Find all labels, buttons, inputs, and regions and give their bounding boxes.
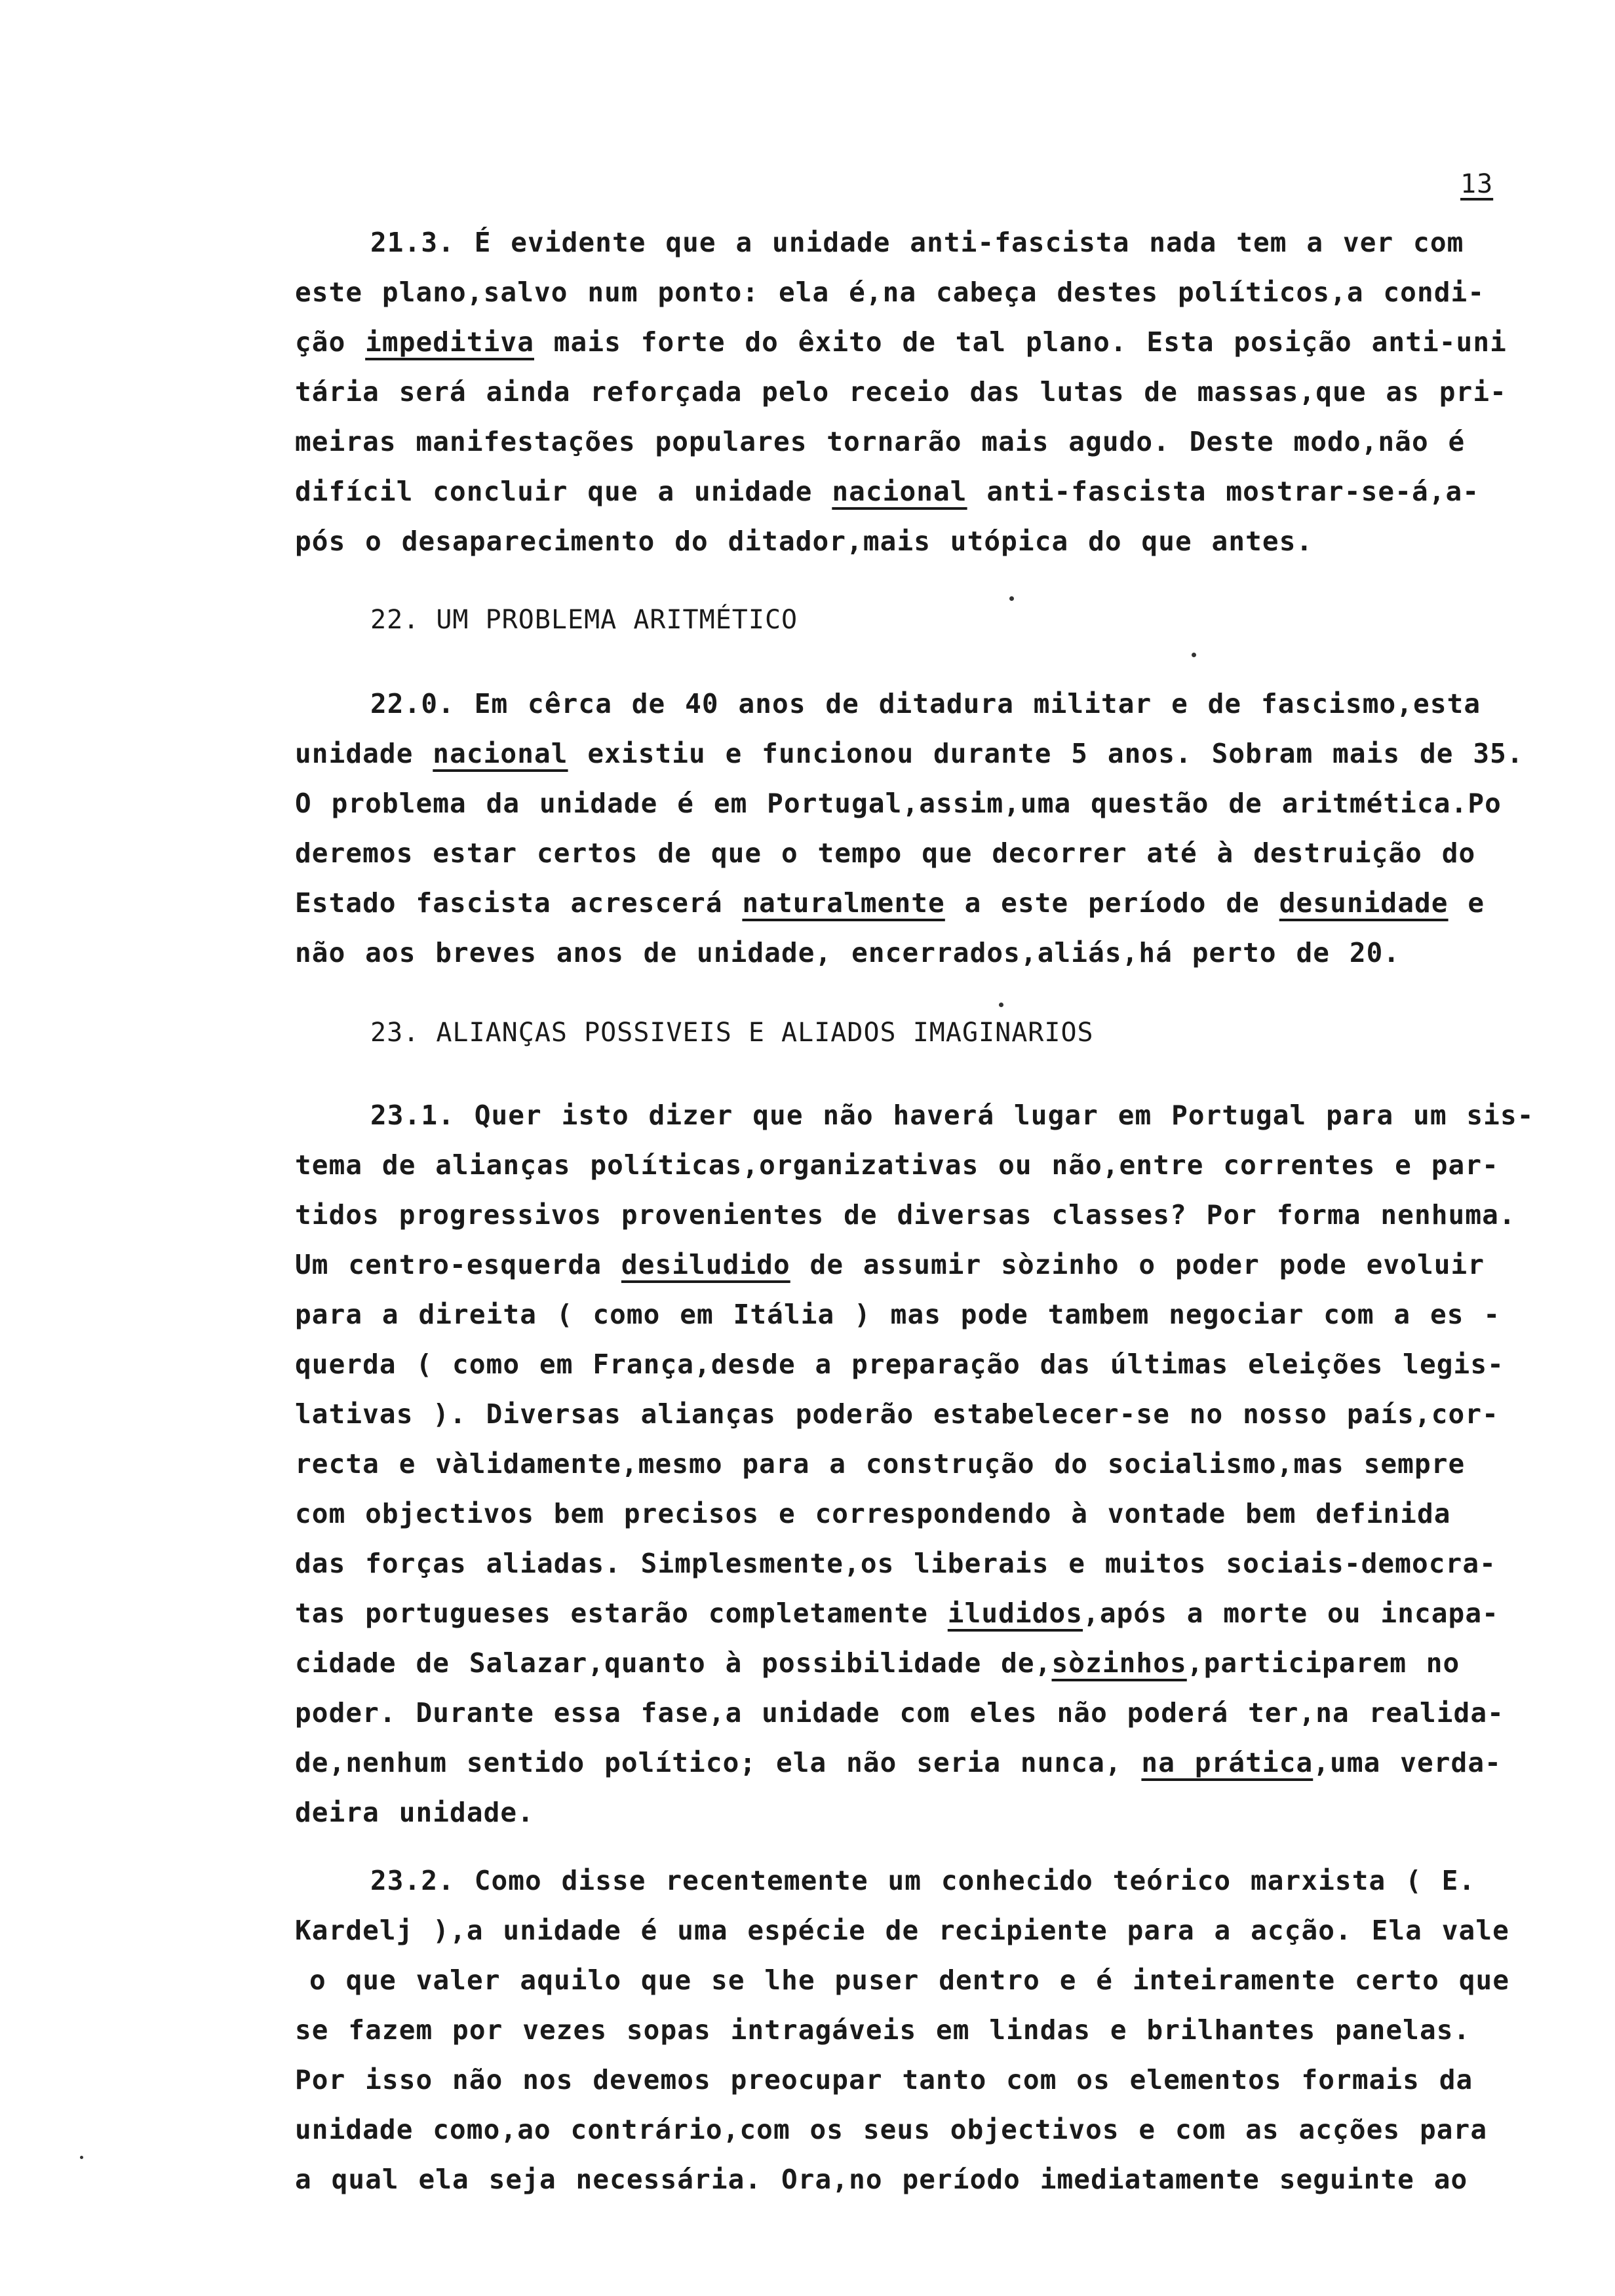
- text-segment: anti-fascista mostrar-se-á,a-: [967, 476, 1480, 507]
- text-segment: Um centro-esquerda: [295, 1249, 621, 1280]
- text-line: querda ( como em França,desde a preparação das últimas eleições legis-: [295, 1349, 1504, 1380]
- text-segment: mais forte do êxito de tal plano. Esta posição anti-uni: [534, 326, 1507, 358]
- underlined-word: iludidos: [947, 1598, 1083, 1629]
- underlined-word: nacional: [832, 476, 967, 507]
- text-line: [295, 1240, 1534, 1290]
- underlined-word: na prática: [1141, 1747, 1313, 1778]
- text-line: das forças aliadas. Simplesmente,os liberais e muitos sociais-democra-: [295, 1548, 1496, 1579]
- text-segment: cidade de Salazar,quanto à possibilidade de,: [295, 1647, 1052, 1679]
- text-line: unidade como,ao contrário,com os seus objectivos e com as acções para: [295, 2114, 1488, 2145]
- text-segment: ção: [295, 326, 366, 358]
- scan-speck: [1009, 596, 1014, 601]
- text-line: 23.2. Como disse recentemente um conhecido teórico marxista ( E.: [370, 1865, 1476, 1896]
- text-segment: ,uma verda-: [1313, 1747, 1502, 1778]
- text-line: poder. Durante essa fase,a unidade com eles não poderá ter,na realida-: [295, 1697, 1504, 1729]
- text-segment: ,participarem no: [1186, 1647, 1460, 1679]
- text-segment: ,após a morte ou incapa-: [1083, 1598, 1499, 1629]
- text-line: a qual ela seja necessária. Ora,no período imediatamente seguinte ao: [295, 2164, 1468, 2195]
- text-line: [295, 317, 1534, 367]
- text-line: Por isso não nos devemos preocupar tanto com os elementos formais da: [295, 2064, 1473, 2095]
- scan-speck: [999, 1003, 1003, 1007]
- paragraph-22-0: [295, 679, 1534, 978]
- page-number: 13: [1460, 169, 1494, 199]
- paragraph-21-3: [295, 218, 1534, 566]
- text-line: lativas ). Diversas alianças poderão estabelecer-se no nosso país,cor-: [295, 1398, 1499, 1430]
- text-segment: a este período de: [944, 887, 1279, 919]
- underlined-word: sòzinhos: [1051, 1647, 1187, 1679]
- underlined-word: naturalmente: [742, 887, 945, 919]
- text-segment: existiu e funcionou durante 5 anos. Sobram mais de 35.: [568, 738, 1524, 769]
- text-line: recta e vàlidamente,mesmo para a construção do socialismo,mas sempre: [295, 1448, 1466, 1480]
- text-line: para a direita ( como em Itália ) mas pode tambem negociar com a es -: [295, 1299, 1501, 1330]
- text-line: Kardelj ),a unidade é uma espécie de recipiente para a acção. Ela vale: [295, 1915, 1509, 1946]
- underlined-word: desunidade: [1279, 887, 1449, 919]
- text-line: [295, 1738, 1534, 1788]
- underlined-word: nacional: [433, 738, 568, 769]
- text-line: deira unidade.: [295, 1797, 534, 1828]
- text-line: 23.1. Quer isto dizer que não haverá lugar em Portugal para um sis-: [370, 1100, 1534, 1131]
- text-line: [295, 1638, 1534, 1688]
- text-line: tidos progressivos provenientes de diversas classes? Por forma nenhuma.: [295, 1199, 1516, 1231]
- text-line: este plano,salvo num ponto: ela é,na cabeça destes políticos,a condi-: [295, 277, 1485, 308]
- text-segment: de,nenhum sentido político; ela não seria nunca,: [295, 1747, 1142, 1778]
- text-segment: tas portugueses estarão completamente: [295, 1598, 948, 1629]
- text-segment: e: [1448, 887, 1485, 919]
- text-line: meiras manifestações populares tornarão mais agudo. Deste modo,não é: [295, 426, 1466, 457]
- scan-speck: [1192, 653, 1196, 657]
- text-line: 22.0. Em cêrca de 40 anos de ditadura militar e de fascismo,esta: [370, 688, 1481, 719]
- text-segment: Estado fascista acrescerá: [295, 887, 743, 919]
- text-line: [295, 729, 1534, 778]
- text-line: [295, 467, 1534, 516]
- section-heading-23: 23. ALIANÇAS POSSIVEIS E ALIADOS IMAGINARIOS: [370, 1018, 1094, 1048]
- text-line: tema de alianças políticas,organizativas ou não,entre correntes e par-: [295, 1149, 1499, 1181]
- underlined-word: desiludido: [621, 1249, 790, 1280]
- section-heading-22: 22. UM PROBLEMA ARITMÉTICO: [370, 605, 798, 635]
- text-line: deremos estar certos de que o tempo que decorrer até à destruição do: [295, 837, 1476, 869]
- text-line: [295, 878, 1534, 928]
- text-line: pós o desaparecimento do ditador,mais utópica do que antes.: [295, 526, 1313, 557]
- paragraph-23-1: [295, 1090, 1534, 1837]
- text-line: 21.3. É evidente que a unidade anti-fascista nada tem a ver com: [370, 227, 1464, 258]
- text-line: tária será ainda reforçada pelo receio das lutas de massas,que as pri-: [295, 376, 1507, 408]
- text-line: o que valer aquilo que se lhe puser dentro e é inteiramente certo que: [309, 1964, 1510, 1996]
- text-segment: de assumir sòzinho o poder pode evoluir: [790, 1249, 1485, 1280]
- text-segment: unidade: [295, 738, 433, 769]
- paragraph-23-2: [295, 1856, 1534, 2204]
- text-line: com objectivos bem precisos e correspondendo à vontade bem definida: [295, 1498, 1451, 1529]
- text-line: se fazem por vezes sopas intragáveis em lindas e brilhantes panelas.: [295, 2014, 1471, 2046]
- underlined-word: impeditiva: [365, 326, 534, 358]
- text-line: O problema da unidade é em Portugal,assim,uma questão de aritmética.Po: [295, 788, 1502, 819]
- scan-speck: [80, 2156, 83, 2159]
- text-segment: difícil concluir que a unidade: [295, 476, 832, 507]
- text-line: [295, 1588, 1534, 1638]
- text-line: não aos breves anos de unidade, encerrados,aliás,há perto de 20.: [295, 937, 1401, 968]
